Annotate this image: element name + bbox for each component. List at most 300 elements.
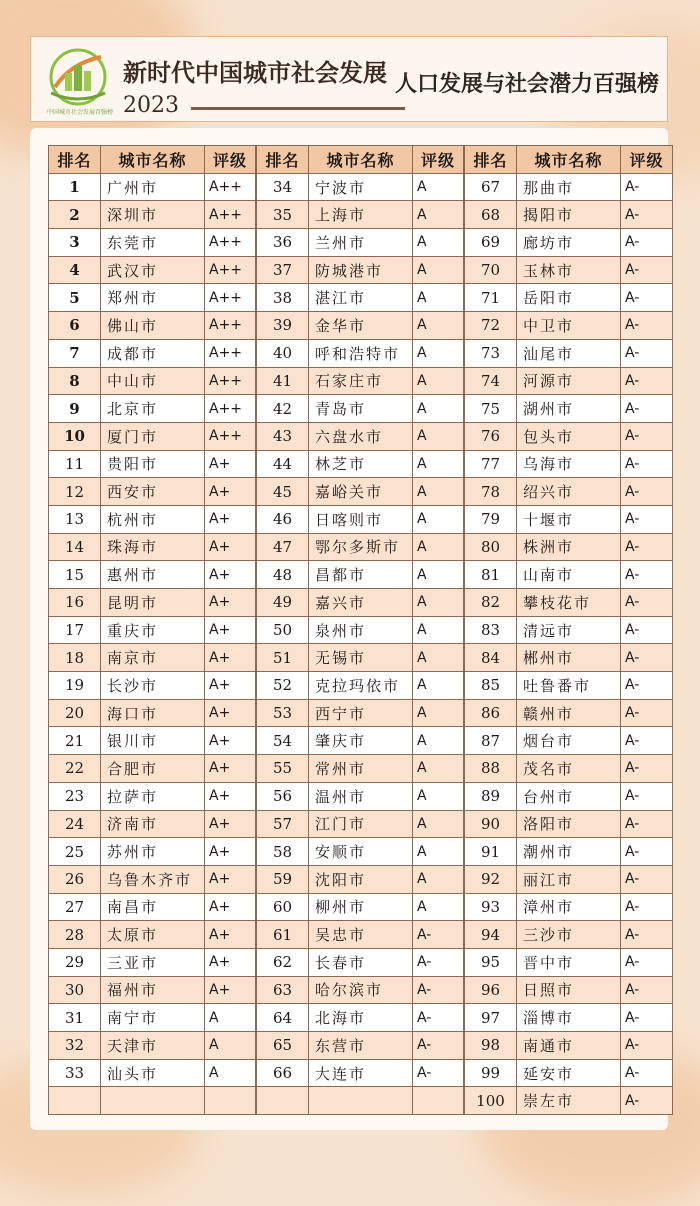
grade-cell: A <box>413 284 465 312</box>
ranking-table-card <box>30 128 668 1130</box>
rank-cell: 44 <box>257 451 309 479</box>
city-cell: 吐鲁番市 <box>517 672 621 700</box>
header-city: 城市名称 <box>101 146 205 174</box>
rank-cell: 7 <box>49 340 101 368</box>
city-cell: 哈尔滨市 <box>309 977 413 1005</box>
page-subtitle: 人口发展与社会潜力百强榜 <box>394 71 659 97</box>
city-cell: 福州市 <box>101 977 205 1005</box>
rank-cell: 28 <box>49 921 101 949</box>
rank-cell: 41 <box>257 368 309 396</box>
rank-cell: 26 <box>49 866 101 894</box>
city-cell: 湖州市 <box>517 395 621 423</box>
grade-cell: A <box>413 561 465 589</box>
rank-cell: 58 <box>257 838 309 866</box>
grade-cell: A <box>413 866 465 894</box>
grade-cell: A- <box>621 451 673 479</box>
rank-cell: 93 <box>465 894 517 922</box>
rank-cell: 22 <box>49 755 101 783</box>
city-cell: 西宁市 <box>309 700 413 728</box>
rank-cell: 82 <box>465 589 517 617</box>
rank-cell: 32 <box>49 1032 101 1060</box>
city-cell: 石家庄市 <box>309 368 413 396</box>
city-cell: 崇左市 <box>517 1087 621 1115</box>
rank-cell: 63 <box>257 977 309 1005</box>
rank-cell: 33 <box>49 1060 101 1088</box>
grade-cell: A+ <box>205 811 257 839</box>
grade-cell: A <box>413 617 465 645</box>
grade-cell: A- <box>621 672 673 700</box>
rank-cell: 54 <box>257 727 309 755</box>
grade-cell: A <box>413 201 465 229</box>
city-cell: 银川市 <box>101 727 205 755</box>
grade-cell: A- <box>413 949 465 977</box>
rank-cell: 72 <box>465 312 517 340</box>
city-cell: 厦门市 <box>101 423 205 451</box>
city-cell: 三亚市 <box>101 949 205 977</box>
city-cell: 岳阳市 <box>517 284 621 312</box>
city-cell: 晋中市 <box>517 949 621 977</box>
city-cell: 合肥市 <box>101 755 205 783</box>
grade-cell: A- <box>621 644 673 672</box>
rank-cell: 96 <box>465 977 517 1005</box>
grade-cell: A- <box>621 894 673 922</box>
grade-cell: A+ <box>205 949 257 977</box>
city-cell: 南京市 <box>101 644 205 672</box>
grade-cell: A- <box>621 977 673 1005</box>
rank-cell: 48 <box>257 561 309 589</box>
city-cell: 南宁市 <box>101 1004 205 1032</box>
grade-cell: A <box>413 257 465 285</box>
city-cell: 嘉兴市 <box>309 589 413 617</box>
header-rank: 排名 <box>465 146 517 174</box>
rank-cell: 68 <box>465 201 517 229</box>
empty-cell <box>205 1087 257 1115</box>
page-title: 新时代中国城市社会发展 <box>123 58 387 87</box>
grade-cell: A+ <box>205 727 257 755</box>
grade-cell: A- <box>621 589 673 617</box>
city-cell: 六盘水市 <box>309 423 413 451</box>
rank-cell: 64 <box>257 1004 309 1032</box>
rank-cell: 14 <box>49 534 101 562</box>
grade-cell: A++ <box>205 340 257 368</box>
grade-cell: A <box>413 229 465 257</box>
grade-cell: A- <box>621 395 673 423</box>
grade-cell: A- <box>621 312 673 340</box>
grade-cell: A+ <box>205 700 257 728</box>
city-cell: 杭州市 <box>101 506 205 534</box>
rank-cell: 24 <box>49 811 101 839</box>
city-cell: 汕尾市 <box>517 340 621 368</box>
city-cell: 呼和浩特市 <box>309 340 413 368</box>
city-cell: 北京市 <box>101 395 205 423</box>
header-city: 城市名称 <box>517 146 621 174</box>
grade-cell: A- <box>621 949 673 977</box>
rank-cell: 38 <box>257 284 309 312</box>
city-cell: 鄂尔多斯市 <box>309 534 413 562</box>
city-cell: 廊坊市 <box>517 229 621 257</box>
city-cell: 惠州市 <box>101 561 205 589</box>
rank-cell: 76 <box>465 423 517 451</box>
grade-cell: A+ <box>205 478 257 506</box>
rank-cell: 37 <box>257 257 309 285</box>
rank-cell: 21 <box>49 727 101 755</box>
grade-cell: A- <box>413 921 465 949</box>
grade-cell: A+ <box>205 451 257 479</box>
grade-cell: A <box>413 395 465 423</box>
empty-cell <box>101 1087 205 1115</box>
header-rank: 排名 <box>257 146 309 174</box>
rank-cell: 17 <box>49 617 101 645</box>
city-cell: 金华市 <box>309 312 413 340</box>
grade-cell: A- <box>621 617 673 645</box>
city-cell: 汕头市 <box>101 1060 205 1088</box>
city-cell: 中山市 <box>101 368 205 396</box>
rank-cell: 46 <box>257 506 309 534</box>
rank-cell: 69 <box>465 229 517 257</box>
rank-cell: 71 <box>465 284 517 312</box>
city-cell: 中卫市 <box>517 312 621 340</box>
grade-cell: A+ <box>205 838 257 866</box>
city-cell: 南通市 <box>517 1032 621 1060</box>
grade-cell: A+ <box>205 977 257 1005</box>
grade-cell: A- <box>621 727 673 755</box>
rank-cell: 53 <box>257 700 309 728</box>
rank-cell: 12 <box>49 478 101 506</box>
grade-cell: A++ <box>205 257 257 285</box>
grade-cell: A- <box>413 977 465 1005</box>
grade-cell: A+ <box>205 506 257 534</box>
city-cell: 柳州市 <box>309 894 413 922</box>
rank-cell: 92 <box>465 866 517 894</box>
rank-cell: 79 <box>465 506 517 534</box>
rank-cell: 55 <box>257 755 309 783</box>
rank-cell: 13 <box>49 506 101 534</box>
grade-cell: A <box>413 644 465 672</box>
header-grade: 评级 <box>205 146 257 174</box>
grade-cell: A <box>413 174 465 202</box>
rank-cell: 47 <box>257 534 309 562</box>
rank-cell: 67 <box>465 174 517 202</box>
city-cell: 烟台市 <box>517 727 621 755</box>
city-cell: 贵阳市 <box>101 451 205 479</box>
rank-cell: 81 <box>465 561 517 589</box>
grade-cell: A+ <box>205 534 257 562</box>
city-cell: 成都市 <box>101 340 205 368</box>
rank-cell: 42 <box>257 395 309 423</box>
grade-cell: A- <box>621 368 673 396</box>
city-cell: 包头市 <box>517 423 621 451</box>
city-cell: 北海市 <box>309 1004 413 1032</box>
grade-cell: A+ <box>205 561 257 589</box>
grade-cell: A <box>413 368 465 396</box>
city-cell: 无锡市 <box>309 644 413 672</box>
rank-cell: 3 <box>49 229 101 257</box>
rank-cell: 75 <box>465 395 517 423</box>
rank-cell: 91 <box>465 838 517 866</box>
grade-cell: A- <box>621 838 673 866</box>
rank-cell: 25 <box>49 838 101 866</box>
header-grade: 评级 <box>621 146 673 174</box>
grade-cell: A <box>413 672 465 700</box>
grade-cell: A <box>205 1004 257 1032</box>
rank-cell: 5 <box>49 284 101 312</box>
city-cell: 东莞市 <box>101 229 205 257</box>
rank-cell: 70 <box>465 257 517 285</box>
city-cell: 长沙市 <box>101 672 205 700</box>
city-cell: 昆明市 <box>101 589 205 617</box>
city-cell: 安顺市 <box>309 838 413 866</box>
rank-cell: 78 <box>465 478 517 506</box>
grade-cell: A <box>413 894 465 922</box>
rank-cell: 8 <box>49 368 101 396</box>
city-cell: 茂名市 <box>517 755 621 783</box>
grade-cell: A <box>413 811 465 839</box>
city-cell: 温州市 <box>309 783 413 811</box>
grade-cell: A- <box>621 257 673 285</box>
city-cell: 克拉玛依市 <box>309 672 413 700</box>
city-cell: 延安市 <box>517 1060 621 1088</box>
logo-caption: 中国城市社会发展百强榜 <box>46 109 113 116</box>
grade-cell: A- <box>621 783 673 811</box>
rank-cell: 23 <box>49 783 101 811</box>
city-cell: 株洲市 <box>517 534 621 562</box>
city-cell: 拉萨市 <box>101 783 205 811</box>
city-cell: 湛江市 <box>309 284 413 312</box>
rank-cell: 51 <box>257 644 309 672</box>
rank-cell: 31 <box>49 1004 101 1032</box>
rank-cell: 16 <box>49 589 101 617</box>
grade-cell: A <box>413 340 465 368</box>
grade-cell: A- <box>621 1087 673 1115</box>
city-cell: 太原市 <box>101 921 205 949</box>
grade-cell: A- <box>621 1004 673 1032</box>
city-cell: 乌海市 <box>517 451 621 479</box>
city-cell: 三沙市 <box>517 921 621 949</box>
city-cell: 郑州市 <box>101 284 205 312</box>
grade-cell: A- <box>621 174 673 202</box>
rank-cell: 65 <box>257 1032 309 1060</box>
grade-cell: A+ <box>205 921 257 949</box>
grade-cell: A++ <box>205 368 257 396</box>
rank-cell: 4 <box>49 257 101 285</box>
rank-cell: 6 <box>49 312 101 340</box>
rank-cell: 90 <box>465 811 517 839</box>
grade-cell: A <box>413 727 465 755</box>
city-cell: 上海市 <box>309 201 413 229</box>
grade-cell: A+ <box>205 644 257 672</box>
city-cell: 天津市 <box>101 1032 205 1060</box>
city-cell: 南昌市 <box>101 894 205 922</box>
rank-cell: 43 <box>257 423 309 451</box>
grade-cell: A++ <box>205 201 257 229</box>
grade-cell: A <box>413 700 465 728</box>
city-cell: 珠海市 <box>101 534 205 562</box>
rank-cell: 2 <box>49 201 101 229</box>
grade-cell: A++ <box>205 312 257 340</box>
city-cell: 肇庆市 <box>309 727 413 755</box>
grade-cell: A++ <box>205 284 257 312</box>
city-cell: 西安市 <box>101 478 205 506</box>
header-city: 城市名称 <box>309 146 413 174</box>
city-cell: 台州市 <box>517 783 621 811</box>
rank-cell: 94 <box>465 921 517 949</box>
grade-cell: A- <box>621 340 673 368</box>
grade-cell: A <box>413 838 465 866</box>
grade-cell: A <box>413 451 465 479</box>
grade-cell: A- <box>621 921 673 949</box>
rank-cell: 86 <box>465 700 517 728</box>
rank-cell: 1 <box>49 174 101 202</box>
city-cell: 东营市 <box>309 1032 413 1060</box>
grade-cell: A- <box>621 561 673 589</box>
city-cell: 吴忠市 <box>309 921 413 949</box>
city-cell: 十堰市 <box>517 506 621 534</box>
grade-cell: A <box>413 506 465 534</box>
grade-cell: A- <box>621 811 673 839</box>
grade-cell: A++ <box>205 395 257 423</box>
rank-cell: 80 <box>465 534 517 562</box>
city-cell: 日喀则市 <box>309 506 413 534</box>
logo-icon <box>41 43 115 117</box>
rank-cell: 59 <box>257 866 309 894</box>
grade-cell: A- <box>621 201 673 229</box>
city-cell: 宁波市 <box>309 174 413 202</box>
rank-cell: 100 <box>465 1087 517 1115</box>
empty-cell <box>49 1087 101 1115</box>
grade-cell: A <box>205 1060 257 1088</box>
rank-cell: 45 <box>257 478 309 506</box>
rank-cell: 89 <box>465 783 517 811</box>
city-cell: 郴州市 <box>517 644 621 672</box>
rank-cell: 74 <box>465 368 517 396</box>
city-cell: 那曲市 <box>517 174 621 202</box>
city-cell: 兰州市 <box>309 229 413 257</box>
rank-cell: 50 <box>257 617 309 645</box>
rank-cell: 19 <box>49 672 101 700</box>
grade-cell: A- <box>621 1060 673 1088</box>
rank-cell: 66 <box>257 1060 309 1088</box>
rank-cell: 77 <box>465 451 517 479</box>
rank-cell: 83 <box>465 617 517 645</box>
grade-cell: A- <box>621 423 673 451</box>
grade-cell: A <box>413 478 465 506</box>
rank-cell: 40 <box>257 340 309 368</box>
rank-cell: 18 <box>49 644 101 672</box>
city-cell: 长春市 <box>309 949 413 977</box>
city-cell: 绍兴市 <box>517 478 621 506</box>
grade-cell: A- <box>621 284 673 312</box>
grade-cell: A- <box>413 1004 465 1032</box>
city-cell: 淄博市 <box>517 1004 621 1032</box>
grade-cell: A- <box>621 755 673 783</box>
grade-cell: A- <box>413 1032 465 1060</box>
grade-cell: A <box>413 589 465 617</box>
grade-cell: A <box>413 312 465 340</box>
rank-cell: 34 <box>257 174 309 202</box>
city-cell: 大连市 <box>309 1060 413 1088</box>
rank-cell: 30 <box>49 977 101 1005</box>
city-cell: 赣州市 <box>517 700 621 728</box>
city-cell: 常州市 <box>309 755 413 783</box>
city-cell: 林芝市 <box>309 451 413 479</box>
rank-cell: 52 <box>257 672 309 700</box>
rank-cell: 29 <box>49 949 101 977</box>
rank-cell: 87 <box>465 727 517 755</box>
city-cell: 防城港市 <box>309 257 413 285</box>
city-cell: 玉林市 <box>517 257 621 285</box>
grade-cell: A- <box>621 229 673 257</box>
city-cell: 攀枝花市 <box>517 589 621 617</box>
rank-cell: 15 <box>49 561 101 589</box>
rank-cell: 61 <box>257 921 309 949</box>
city-cell: 丽江市 <box>517 866 621 894</box>
city-cell: 乌鲁木齐市 <box>101 866 205 894</box>
city-cell: 河源市 <box>517 368 621 396</box>
city-cell: 揭阳市 <box>517 201 621 229</box>
rank-cell: 20 <box>49 700 101 728</box>
grade-cell: A- <box>621 1032 673 1060</box>
empty-cell <box>257 1087 309 1115</box>
rank-cell: 99 <box>465 1060 517 1088</box>
grade-cell: A- <box>621 534 673 562</box>
grade-cell: A- <box>621 866 673 894</box>
rank-cell: 88 <box>465 755 517 783</box>
grade-cell: A++ <box>205 423 257 451</box>
grade-cell: A <box>205 1032 257 1060</box>
city-cell: 山南市 <box>517 561 621 589</box>
city-cell: 沈阳市 <box>309 866 413 894</box>
city-cell: 清远市 <box>517 617 621 645</box>
rank-cell: 36 <box>257 229 309 257</box>
city-cell: 泉州市 <box>309 617 413 645</box>
grade-cell: A- <box>621 700 673 728</box>
city-cell: 广州市 <box>101 174 205 202</box>
grade-cell: A <box>413 783 465 811</box>
grade-cell: A- <box>413 1060 465 1088</box>
city-cell: 潮州市 <box>517 838 621 866</box>
city-cell: 洛阳市 <box>517 811 621 839</box>
page-year: 2023 <box>123 93 179 118</box>
rank-cell: 39 <box>257 312 309 340</box>
rank-cell: 95 <box>465 949 517 977</box>
grade-cell: A- <box>621 478 673 506</box>
rank-cell: 98 <box>465 1032 517 1060</box>
city-cell: 深圳市 <box>101 201 205 229</box>
grade-cell: A+ <box>205 617 257 645</box>
rank-cell: 73 <box>465 340 517 368</box>
grade-cell: A+ <box>205 672 257 700</box>
city-cell: 昌都市 <box>309 561 413 589</box>
rank-cell: 27 <box>49 894 101 922</box>
rank-cell: 62 <box>257 949 309 977</box>
grade-cell: A+ <box>205 866 257 894</box>
page-header <box>30 36 668 122</box>
empty-cell <box>413 1087 465 1115</box>
rank-cell: 97 <box>465 1004 517 1032</box>
city-cell: 佛山市 <box>101 312 205 340</box>
rank-cell: 9 <box>49 395 101 423</box>
city-cell: 漳州市 <box>517 894 621 922</box>
grade-cell: A+ <box>205 589 257 617</box>
header-grade: 评级 <box>413 146 465 174</box>
rank-cell: 85 <box>465 672 517 700</box>
city-cell: 重庆市 <box>101 617 205 645</box>
title-divider <box>191 107 405 110</box>
city-cell: 日照市 <box>517 977 621 1005</box>
grade-cell: A+ <box>205 755 257 783</box>
grade-cell: A++ <box>205 174 257 202</box>
header-rank: 排名 <box>49 146 101 174</box>
